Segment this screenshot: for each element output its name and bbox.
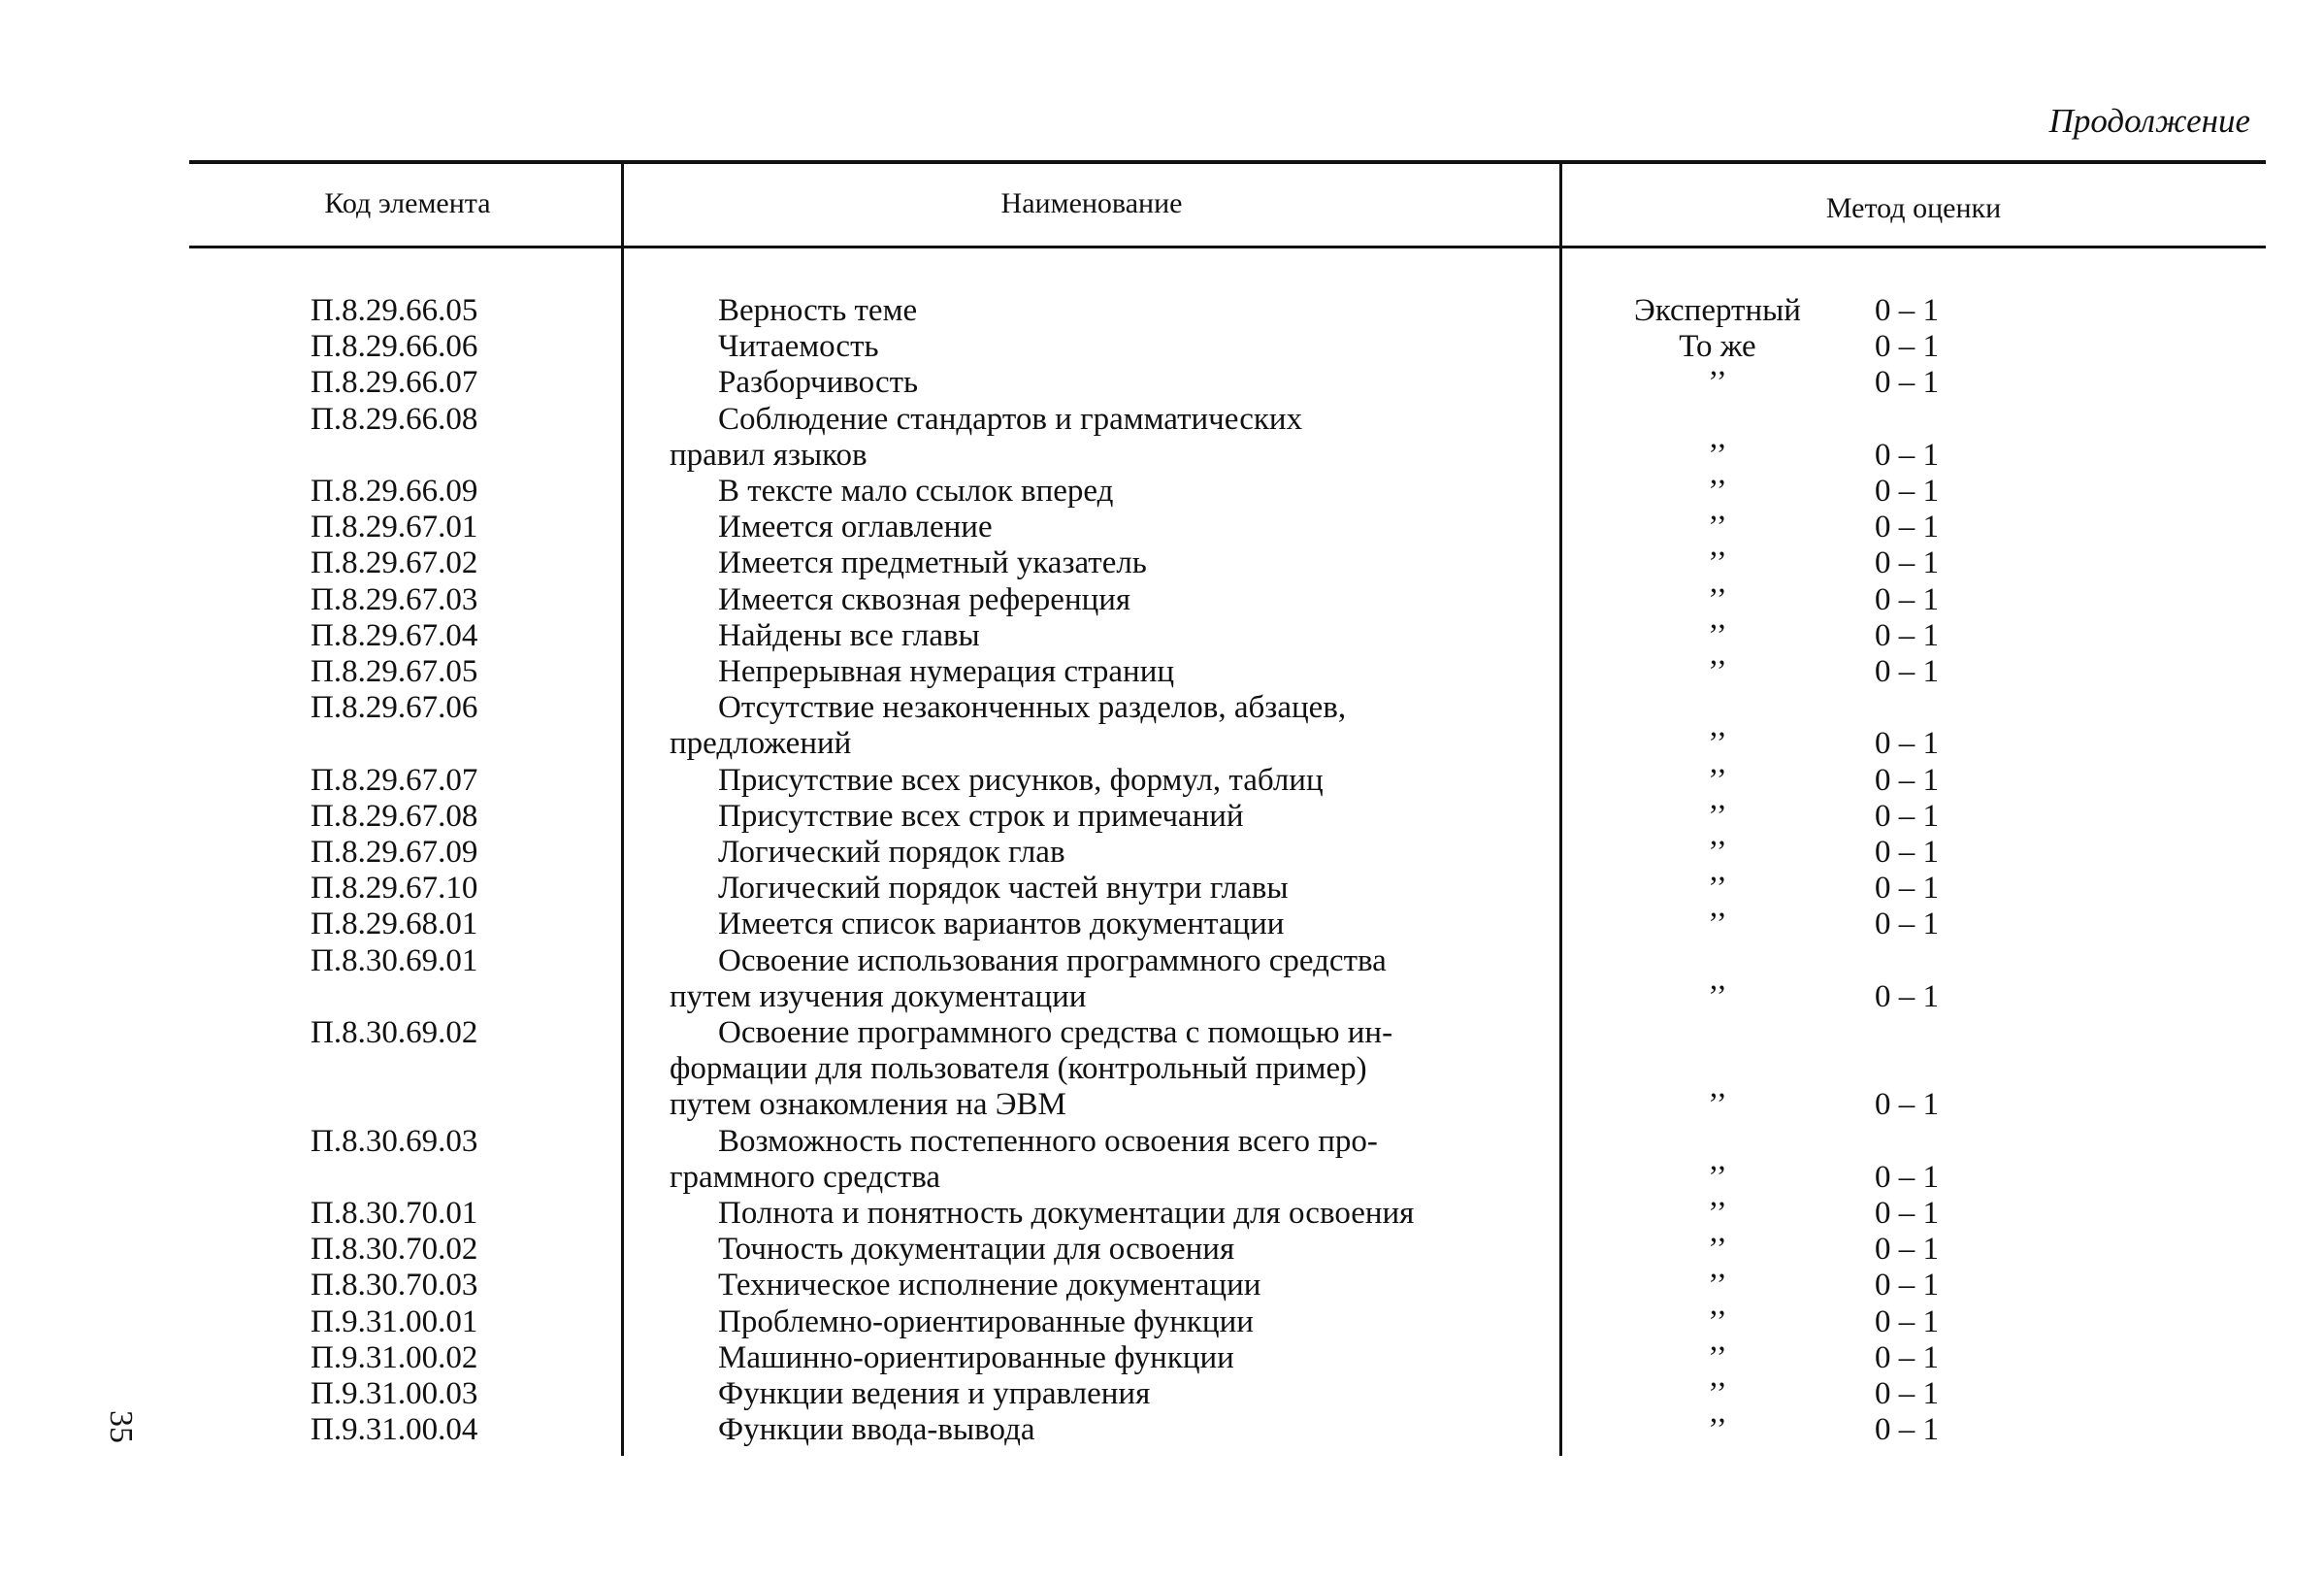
evaluation-method: ’’ [1708,365,1727,401]
evaluation-method: ’’ [1708,474,1727,509]
table-row [0,654,2324,690]
header-code: Код элемента [324,187,491,219]
element-name: Присутствие всех рисунков, формул, таблиц [718,762,1324,798]
element-name: Полнота и понятность документации для освоения [718,1196,1415,1231]
score-range: 0 – 1 [1875,654,1939,689]
header-method: Метод оценки [1825,192,2002,224]
evaluation-method: ’’ [1708,835,1727,870]
evaluation-method: ’’ [1708,1232,1727,1268]
table-row-continuation [0,1160,2324,1196]
score-range: 0 – 1 [1875,1412,1939,1448]
element-name: Машинно-ориентированные функции [718,1339,1234,1375]
element-name: Отсутствие незаконченных разделов, абзацев, [718,690,1347,726]
score-range: 0 – 1 [1875,1087,1939,1123]
element-code: П.9.31.00.02 [311,1339,478,1375]
evaluation-method: ’’ [1708,1412,1727,1448]
score-range: 0 – 1 [1875,437,1939,473]
element-name: Логический порядок глав [718,835,1065,870]
table-row [0,799,2324,835]
score-range: 0 – 1 [1875,329,1939,365]
evaluation-method: ’’ [1708,871,1727,907]
element-code: П.8.29.67.09 [311,835,478,870]
table-row [0,907,2324,942]
table-row [0,1340,2324,1376]
evaluation-method: ’’ [1708,1196,1727,1231]
continuation-label: Продолжение [2048,102,2250,140]
page-number: 35 [103,1410,139,1443]
element-name: граммного средства [670,1159,941,1195]
evaluation-method: То же [1679,329,1756,365]
score-range: 0 – 1 [1875,1159,1939,1195]
table-row-continuation [0,726,2324,762]
table-row [0,1015,2324,1051]
element-code: П.8.30.69.01 [311,942,478,978]
element-code: П.8.30.70.01 [311,1196,478,1231]
table-row [0,1232,2324,1268]
element-name: Разборчивость [718,365,919,401]
element-code: П.8.30.69.02 [311,1015,478,1050]
table-row-continuation [0,1087,2324,1123]
evaluation-method: ’’ [1708,617,1727,653]
table-row [0,763,2324,799]
element-code: П.8.29.67.07 [311,762,478,798]
score-range: 0 – 1 [1875,1339,1939,1375]
table-row [0,1412,2324,1448]
table-top-rule [189,160,2266,164]
element-code: П.8.29.66.08 [311,401,478,437]
table-row [0,1304,2324,1340]
element-name: Проблемно-ориентированные функции [718,1303,1254,1339]
evaluation-method: Экспертный [1634,293,1801,328]
score-range: 0 – 1 [1875,1376,1939,1411]
element-code: П.8.29.67.06 [311,690,478,726]
table-row [0,1268,2324,1303]
score-range: 0 – 1 [1875,1232,1939,1268]
element-code: П.8.29.67.03 [311,581,478,617]
table-row [0,1196,2324,1232]
evaluation-method: ’’ [1708,1339,1727,1375]
element-name: Освоение программного средства с помощью ин- [718,1015,1393,1050]
table-row [0,618,2324,654]
score-range: 0 – 1 [1875,365,1939,401]
table-row [0,545,2324,581]
score-range: 0 – 1 [1875,907,1939,942]
score-range: 0 – 1 [1875,1303,1939,1339]
score-range: 0 – 1 [1875,762,1939,798]
element-name: Читаемость [718,329,879,365]
score-range: 0 – 1 [1875,1268,1939,1303]
score-range: 0 – 1 [1875,545,1939,581]
table-row [0,1124,2324,1160]
element-name: формации для пользователя (контрольный пример) [670,1051,1367,1087]
element-code: П.8.29.67.08 [311,798,478,834]
element-code: П.9.31.00.03 [311,1376,478,1411]
element-code: П.9.31.00.01 [311,1303,478,1339]
header-bottom-rule [189,246,2266,248]
element-name: предложений [670,726,852,762]
element-code: П.8.29.67.10 [311,871,478,907]
score-range: 0 – 1 [1875,835,1939,870]
element-name: Имеется список вариантов документации [718,907,1285,942]
element-name: Освоение использования программного средства [718,942,1387,978]
element-code: П.8.29.66.06 [311,329,478,365]
element-name: Имеется предметный указатель [718,545,1147,581]
evaluation-method: ’’ [1708,798,1727,834]
element-name: Верность теме [718,293,918,328]
score-range: 0 – 1 [1875,617,1939,653]
element-name: Точность документации для освоения [718,1232,1235,1268]
table-row [0,835,2324,871]
score-range: 0 – 1 [1875,510,1939,545]
table-row [0,690,2324,726]
element-code: П.9.31.00.04 [311,1412,478,1448]
table-row [0,365,2324,401]
element-code: П.8.29.68.01 [311,907,478,942]
score-range: 0 – 1 [1875,871,1939,907]
table-row [0,474,2324,510]
element-name: путем изучения документации [670,978,1087,1014]
score-range: 0 – 1 [1875,474,1939,509]
score-range: 0 – 1 [1875,1196,1939,1231]
evaluation-method: ’’ [1708,1303,1727,1339]
table-row-continuation [0,979,2324,1015]
element-name: Имеется сквозная референция [718,581,1131,617]
evaluation-method: ’’ [1708,437,1727,473]
element-name: Функции ввода-вывода [718,1412,1035,1448]
evaluation-method: ’’ [1708,726,1727,762]
evaluation-method: ’’ [1708,762,1727,798]
element-name: Имеется оглавление [718,510,993,545]
element-name: Возможность постепенного освоения всего про- [718,1123,1378,1159]
element-name: правил языков [670,437,867,473]
element-code: П.8.29.66.09 [311,474,478,509]
element-code: П.8.29.67.05 [311,654,478,689]
element-code: П.8.29.66.05 [311,293,478,328]
evaluation-method: ’’ [1708,581,1727,617]
element-code: П.8.29.67.02 [311,545,478,581]
element-code: П.8.30.70.02 [311,1232,478,1268]
evaluation-method: ’’ [1708,907,1727,942]
element-code: П.8.30.70.03 [311,1268,478,1303]
element-name: Соблюдение стандартов и грамматических [718,401,1303,437]
table-row [0,329,2324,365]
element-code: П.8.29.67.04 [311,617,478,653]
table-row [0,943,2324,979]
table-row-continuation [0,1051,2324,1087]
element-code: П.8.29.67.01 [311,510,478,545]
element-name: В тексте мало ссылок вперед [718,474,1114,509]
table-row [0,582,2324,618]
table-row [0,1376,2324,1412]
table-row-continuation [0,438,2324,474]
evaluation-method: ’’ [1708,1087,1727,1123]
element-name: Присутствие всех строк и примечаний [718,798,1244,834]
evaluation-method: ’’ [1708,1159,1727,1195]
evaluation-method: ’’ [1708,545,1727,581]
table-row [0,510,2324,545]
header-name: Наименование [1000,187,1183,219]
evaluation-method: ’’ [1708,978,1727,1014]
score-range: 0 – 1 [1875,293,1939,328]
table-row [0,402,2324,438]
score-range: 0 – 1 [1875,581,1939,617]
evaluation-method: ’’ [1708,510,1727,545]
evaluation-method: ’’ [1708,654,1727,689]
score-range: 0 – 1 [1875,726,1939,762]
evaluation-method: ’’ [1708,1376,1727,1411]
element-name: Логический порядок частей внутри главы [718,871,1289,907]
element-name: Техническое исполнение документации [718,1268,1261,1303]
element-name: Непрерывная нумерация страниц [718,654,1175,689]
table-row [0,293,2324,329]
element-name: Функции ведения и управления [718,1376,1151,1411]
table-row [0,871,2324,907]
element-name: Найдены все главы [718,617,980,653]
element-name: путем ознакомления на ЭВМ [670,1087,1066,1123]
evaluation-method: ’’ [1708,1268,1727,1303]
element-code: П.8.30.69.03 [311,1123,478,1159]
score-range: 0 – 1 [1875,798,1939,834]
score-range: 0 – 1 [1875,978,1939,1014]
element-code: П.8.29.66.07 [311,365,478,401]
